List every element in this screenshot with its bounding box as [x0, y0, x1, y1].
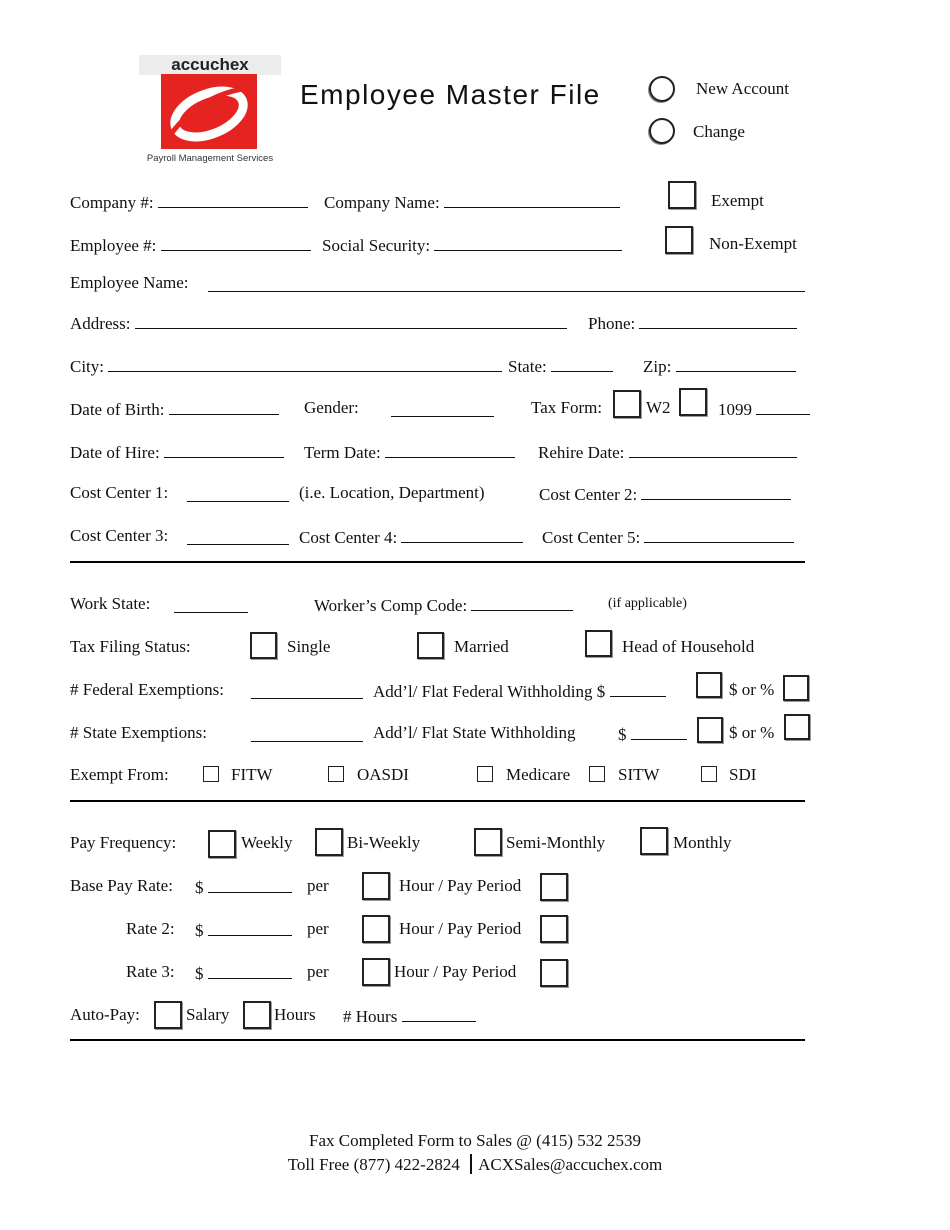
- zip-field[interactable]: [676, 356, 796, 372]
- oasdi-checkbox[interactable]: [328, 766, 344, 782]
- sdi-label: SDI: [729, 765, 757, 784]
- biweekly-label: Bi-Weekly: [347, 833, 421, 852]
- exempt-label: Exempt: [711, 191, 764, 210]
- pay-frequency-label: Pay Frequency:: [70, 833, 177, 852]
- head-of-household-label: Head of Household: [622, 637, 755, 656]
- comp-code-field[interactable]: [471, 595, 573, 611]
- auto-pay-hours-checkbox[interactable]: [243, 1001, 271, 1029]
- city-label: City:: [70, 357, 105, 376]
- medicare-label: Medicare: [506, 765, 571, 784]
- cost-center-5-label: Cost Center 5:: [542, 528, 641, 547]
- footer-contact-line: [0, 1154, 950, 1174]
- exempt-checkbox[interactable]: [668, 181, 696, 209]
- auto-pay-label: Auto-Pay:: [70, 1005, 140, 1024]
- cost-center-3-field[interactable]: [187, 529, 289, 545]
- address-field[interactable]: [135, 313, 567, 329]
- sitw-label: SITW: [618, 765, 660, 784]
- federal-exemptions-field[interactable]: [251, 683, 363, 699]
- cost-center-3-label: Cost Center 3:: [70, 526, 169, 545]
- rate-2-hour-pay-period-label: Hour / Pay Period: [399, 919, 522, 938]
- employee-name-label: Employee Name:: [70, 273, 189, 292]
- date-of-hire-field[interactable]: [164, 442, 284, 458]
- base-rate-field[interactable]: [208, 877, 292, 893]
- sdi-checkbox[interactable]: [701, 766, 717, 782]
- rate-2-label: Rate 2:: [126, 919, 175, 938]
- employee-name-field[interactable]: [208, 276, 805, 292]
- semimonthly-checkbox[interactable]: [474, 828, 502, 856]
- biweekly-checkbox[interactable]: [315, 828, 343, 856]
- base-pay-rate-label: Base Pay Rate:: [70, 876, 173, 895]
- change-radio[interactable]: [649, 118, 675, 144]
- state-exemptions-field[interactable]: [251, 726, 363, 742]
- oasdi-label: OASDI: [357, 765, 409, 784]
- address-label: Address:: [70, 314, 131, 333]
- change-label: Change: [693, 122, 745, 141]
- non-exempt-label: Non-Exempt: [709, 234, 797, 253]
- phone-field[interactable]: [639, 313, 797, 329]
- social-security-field[interactable]: [434, 235, 622, 251]
- exempt-from-label: Exempt From:: [70, 765, 169, 784]
- date-of-hire-label: Date of Hire:: [70, 443, 160, 462]
- non-exempt-checkbox[interactable]: [665, 226, 693, 254]
- work-state-label: Work State:: [70, 594, 151, 613]
- work-state-field[interactable]: [174, 597, 248, 613]
- employee-number-label: Employee #:: [70, 236, 157, 255]
- rehire-date-label: Rehire Date:: [538, 443, 625, 462]
- weekly-label: Weekly: [241, 833, 293, 852]
- logo-mark: [161, 74, 257, 149]
- company-name-label: Company Name:: [324, 193, 440, 212]
- cost-center-2-field[interactable]: [641, 484, 791, 500]
- page-title: Employee Master File: [300, 79, 601, 110]
- rate-3-label: Rate 3:: [126, 962, 175, 981]
- tax-form-label: Tax Form:: [531, 398, 603, 417]
- single-label: Single: [287, 637, 331, 656]
- fitw-checkbox[interactable]: [203, 766, 219, 782]
- w2-checkbox[interactable]: [613, 390, 641, 418]
- footer-email-link[interactable]: ACXSales@accuchex.com: [478, 1155, 663, 1174]
- cost-center-4-field[interactable]: [401, 527, 523, 543]
- rate-3-pay-period-checkbox[interactable]: [540, 959, 568, 987]
- dob-field[interactable]: [169, 399, 279, 415]
- federal-withholding-field[interactable]: [610, 681, 666, 697]
- section-divider-3: [70, 1039, 805, 1041]
- state-withholding-label: Add’l/ Flat State Withholding: [373, 723, 576, 742]
- cost-center-2-label: Cost Center 2:: [539, 485, 638, 504]
- cost-center-1-note: (i.e. Location, Department): [299, 483, 485, 502]
- gender-label: Gender:: [304, 398, 359, 417]
- company-logo: [139, 55, 281, 167]
- base-rate-hour-checkbox[interactable]: [362, 872, 390, 900]
- monthly-checkbox[interactable]: [640, 827, 668, 855]
- rate-3-hour-checkbox[interactable]: [362, 958, 390, 986]
- state-exemptions-label: # State Exemptions:: [70, 723, 207, 742]
- base-rate-dollar: $: [195, 878, 204, 897]
- term-date-field[interactable]: [385, 442, 515, 458]
- form-1099-checkbox[interactable]: [679, 388, 707, 416]
- weekly-checkbox[interactable]: [208, 830, 236, 858]
- fitw-label: FITW: [231, 765, 273, 784]
- cost-center-5-field[interactable]: [644, 527, 794, 543]
- rate-2-per: per: [307, 919, 329, 938]
- rate-2-dollar: $: [195, 921, 204, 940]
- state-dollar-or-pct-label: $ or %: [729, 723, 775, 742]
- state-withholding-dollar: $: [618, 725, 627, 744]
- social-security-label: Social Security:: [322, 236, 431, 255]
- head-of-household-checkbox[interactable]: [585, 630, 612, 657]
- company-number-field[interactable]: [158, 192, 308, 208]
- auto-pay-salary-checkbox[interactable]: [154, 1001, 182, 1029]
- footer-fax: Fax Completed Form to Sales @ (415) 532 2539: [308, 1131, 642, 1150]
- gender-field[interactable]: [391, 401, 494, 417]
- dob-label: Date of Birth:: [70, 400, 165, 419]
- auto-pay-hours-label: Hours: [274, 1005, 316, 1024]
- footer-separator: [470, 1154, 472, 1174]
- rate-2-pay-period-checkbox[interactable]: [540, 915, 568, 943]
- federal-dollar-checkbox[interactable]: [696, 672, 722, 698]
- cost-center-1-label: Cost Center 1:: [70, 483, 169, 502]
- employee-number-field[interactable]: [161, 235, 311, 251]
- married-label: Married: [454, 637, 509, 656]
- comp-code-label: Worker’s Comp Code:: [314, 596, 468, 615]
- monthly-label: Monthly: [673, 833, 732, 852]
- semimonthly-label: Semi-Monthly: [506, 833, 606, 852]
- section-divider-2: [70, 800, 805, 802]
- rate-3-dollar: $: [195, 964, 204, 983]
- rate-3-hour-pay-period-label: Hour / Pay Period: [394, 962, 517, 981]
- base-rate-per: per: [307, 876, 329, 895]
- footer-toll-free: Toll Free (877) 422-2824: [287, 1155, 460, 1174]
- state-dollar-checkbox[interactable]: [697, 717, 723, 743]
- section-divider-1: [70, 561, 805, 563]
- cost-center-1-field[interactable]: [187, 486, 289, 502]
- single-checkbox[interactable]: [250, 632, 277, 659]
- sitw-checkbox[interactable]: [589, 766, 605, 782]
- term-date-label: Term Date:: [304, 443, 381, 462]
- cost-center-4-label: Cost Center 4:: [299, 528, 398, 547]
- new-account-radio[interactable]: [649, 76, 675, 102]
- if-applicable-note: (if applicable): [608, 596, 687, 611]
- married-checkbox[interactable]: [417, 632, 444, 659]
- number-of-hours-label: # Hours: [343, 1007, 398, 1026]
- state-label: State:: [508, 357, 547, 376]
- form-1099-field[interactable]: [756, 399, 810, 415]
- city-field[interactable]: [108, 356, 502, 372]
- zip-label: Zip:: [643, 357, 672, 376]
- state-withholding-field[interactable]: [631, 724, 687, 740]
- rate-3-field[interactable]: [208, 963, 292, 979]
- number-of-hours-field[interactable]: [402, 1006, 476, 1022]
- auto-pay-salary-label: Salary: [186, 1005, 230, 1024]
- logo-brand-text: accuchex: [139, 55, 281, 75]
- logo-subtitle: Payroll Management Services: [146, 153, 274, 164]
- state-pct-checkbox[interactable]: [784, 714, 810, 740]
- filing-status-label: Tax Filing Status:: [70, 637, 191, 656]
- federal-exemptions-label: # Federal Exemptions:: [70, 680, 224, 699]
- base-rate-hour-pay-period-label: Hour / Pay Period: [399, 876, 522, 895]
- rate-2-field[interactable]: [208, 920, 292, 936]
- base-rate-pay-period-checkbox[interactable]: [540, 873, 568, 901]
- new-account-label: New Account: [696, 79, 790, 98]
- medicare-checkbox[interactable]: [477, 766, 493, 782]
- federal-dollar-or-pct-label: $ or %: [729, 680, 775, 699]
- rate-3-per: per: [307, 962, 329, 981]
- state-field[interactable]: [551, 356, 613, 372]
- company-number-label: Company #:: [70, 193, 154, 212]
- w2-label: W2: [646, 398, 671, 417]
- company-name-field[interactable]: [444, 192, 620, 208]
- form-1099-label: 1099: [718, 400, 752, 419]
- rehire-date-field[interactable]: [629, 442, 797, 458]
- federal-withholding-label: Add’l/ Flat Federal Withholding $: [373, 682, 606, 701]
- rate-2-hour-checkbox[interactable]: [362, 915, 390, 943]
- federal-pct-checkbox[interactable]: [783, 675, 809, 701]
- phone-label: Phone:: [588, 314, 636, 333]
